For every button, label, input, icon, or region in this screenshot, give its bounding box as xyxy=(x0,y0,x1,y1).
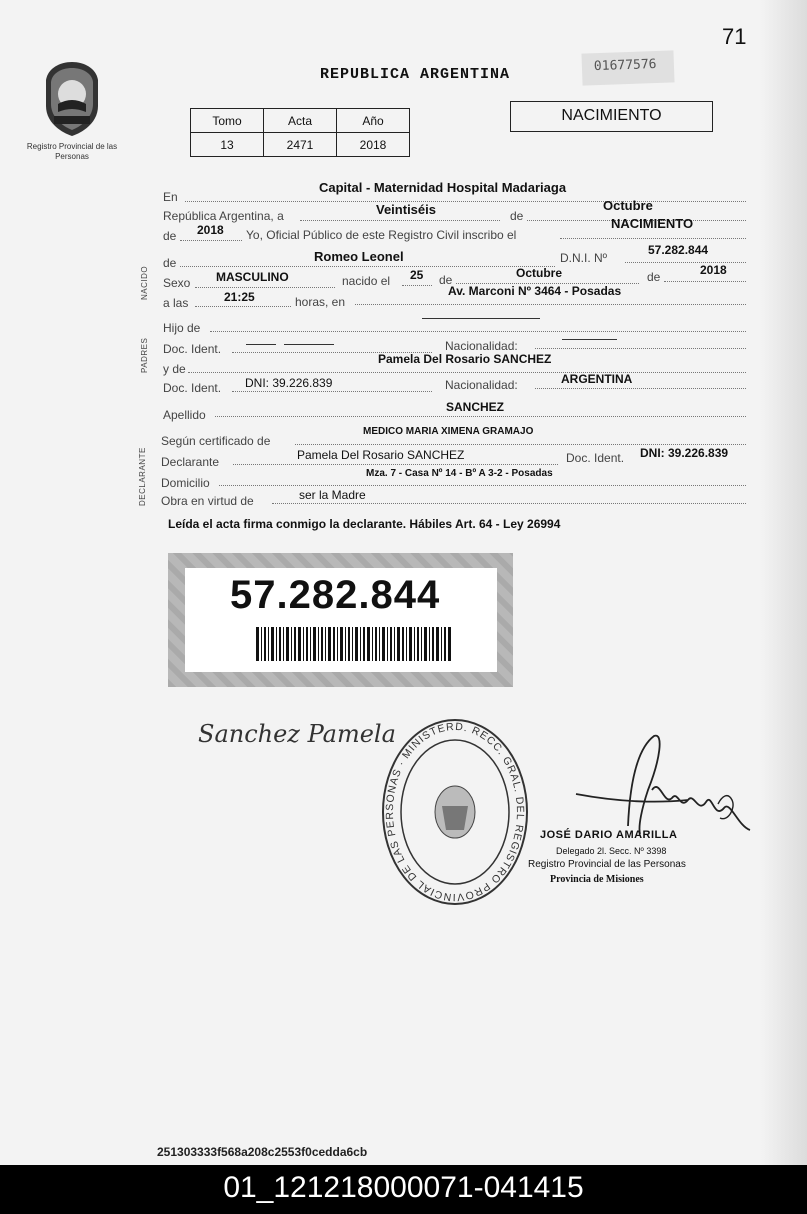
label-nacionalidad-1: Nacionalidad: xyxy=(445,339,518,353)
dotted-line xyxy=(535,388,746,389)
dotted-line xyxy=(625,262,746,263)
label-de-anio: de xyxy=(163,229,177,243)
value-tipo: NACIMIENTO xyxy=(611,216,694,231)
dotted-line xyxy=(402,285,432,286)
official-province: Provincia de Misiones xyxy=(550,874,644,885)
dotted-line xyxy=(560,238,746,239)
blank-dash xyxy=(284,344,334,345)
record-type-box: NACIMIENTO xyxy=(510,101,713,132)
dotted-line xyxy=(210,331,746,332)
value-mes: Octubre xyxy=(603,198,653,213)
official-seal xyxy=(380,718,530,913)
dotted-line xyxy=(300,220,500,221)
blank-dash xyxy=(562,339,617,340)
record-table xyxy=(190,108,410,157)
serial-stamp: 01677576 xyxy=(581,50,674,85)
official-name: JOSÉ DARIO AMARILLA xyxy=(540,829,678,841)
dotted-line xyxy=(188,372,746,373)
label-segun-certificado: Según certificado de xyxy=(161,434,271,448)
label-apellido: Apellido xyxy=(163,408,206,422)
label-sexo: Sexo xyxy=(163,276,191,290)
dotted-line xyxy=(195,287,335,288)
seal-text: D. RECC. GRAL. DEL REGISTRO PROVINCIAL DE LAS PERSONAS · MINISTER xyxy=(383,720,527,904)
official-role: Delegado 2l. Secc. Nº 3398 xyxy=(556,846,667,856)
side-label-nacido: NACIDO xyxy=(140,265,149,300)
value-doc-declarante: DNI: 39.226.839 xyxy=(640,446,729,460)
label-nacionalidad-2: Nacionalidad: xyxy=(445,378,518,392)
dotted-line xyxy=(219,485,746,486)
value-hora: 21:25 xyxy=(224,290,255,304)
label-en: En xyxy=(163,190,178,204)
value-nombre: Romeo Leonel xyxy=(314,249,404,264)
label-de-anio2: de xyxy=(647,270,661,284)
value-dni: 57.282.844 xyxy=(648,243,709,257)
label-nacido-el: nacido el xyxy=(342,274,391,288)
dotted-line xyxy=(215,416,746,417)
value-apellido: SANCHEZ xyxy=(446,400,505,414)
value-madre: Pamela Del Rosario SANCHEZ xyxy=(378,352,552,366)
value-obra: ser la Madre xyxy=(299,488,366,502)
label-de-nombre: de xyxy=(163,256,177,270)
value-nacionalidad-madre: ARGENTINA xyxy=(561,372,633,386)
dotted-line xyxy=(233,464,558,465)
document-hash: 251303333f568a208c2553f0cedda6cb xyxy=(157,1145,368,1159)
dotted-line xyxy=(195,306,291,307)
value-sexo: MASCULINO xyxy=(216,270,289,284)
logo-caption: Registro Provincial de las Personas xyxy=(26,142,118,161)
closing-statement: Leída el acta firma conmigo la declarante. Hábiles Art. 64 - Ley 26994 xyxy=(168,517,561,531)
side-label-declarante: DECLARANTE xyxy=(138,447,147,506)
dotted-line xyxy=(185,201,746,202)
label-doc-ident-1: Doc. Ident. xyxy=(163,342,222,356)
header-tomo: Tomo xyxy=(191,109,264,133)
dotted-line xyxy=(355,304,746,305)
header-anio: Año xyxy=(337,109,410,133)
declarant-signature: Sanchez Pamela xyxy=(198,720,396,748)
value-domicilio: Mza. 7 - Casa Nº 14 - Bº A 3-2 - Posadas xyxy=(366,468,553,479)
label-domicilio: Domicilio xyxy=(161,476,210,490)
page-number: 71 xyxy=(722,24,747,49)
side-label-padres: PADRES xyxy=(140,337,149,373)
label-obra: Obra en virtud de xyxy=(161,494,254,508)
value-direccion: Av. Marconi Nº 3464 - Posadas xyxy=(448,284,622,298)
value-lugar: Capital - Maternidad Hospital Madariaga xyxy=(319,180,567,195)
label-republica: República Argentina, a xyxy=(163,209,284,223)
label-hijo-de: Hijo de xyxy=(163,321,201,335)
label-doc-ident-3: Doc. Ident. xyxy=(566,451,625,465)
document-title: REPUBLICA ARGENTINA xyxy=(320,66,511,83)
dni-label-number: 57.282.844 xyxy=(230,573,441,617)
value-dia-texto: Veintiséis xyxy=(376,202,436,217)
value-acta: 2471 xyxy=(264,133,337,157)
dotted-line xyxy=(232,391,432,392)
label-a-las: a las xyxy=(163,296,189,310)
blank-dash xyxy=(246,344,276,345)
label-doc-ident-2: Doc. Ident. xyxy=(163,381,222,395)
value-anio: 2018 xyxy=(197,223,224,237)
provincial-coat-of-arms-logo xyxy=(40,60,104,138)
official-signature xyxy=(568,730,758,845)
value-anio-nac: 2018 xyxy=(700,263,727,277)
dotted-line xyxy=(180,240,242,241)
header-acta: Acta xyxy=(264,109,337,133)
dotted-line xyxy=(295,444,746,445)
value-mes-nac: Octubre xyxy=(516,266,563,280)
dotted-line xyxy=(272,503,746,504)
dotted-line xyxy=(664,281,746,282)
value-certificado: MEDICO MARIA XIMENA GRAMAJO xyxy=(363,426,534,437)
barcode xyxy=(256,627,452,666)
value-dia: 25 xyxy=(410,268,424,282)
page-edge xyxy=(761,0,807,1165)
label-yo-oficial: Yo, Oficial Público de este Registro Civil inscribo el xyxy=(246,228,517,242)
value-tomo: 13 xyxy=(191,133,264,157)
footer-file-id: 01_121218000071-041415 xyxy=(0,1165,807,1214)
blank-dash xyxy=(422,318,540,319)
value-declarante: Pamela Del Rosario SANCHEZ xyxy=(297,448,465,462)
label-dni: D.N.I. Nº xyxy=(560,251,608,265)
label-de-dia: de xyxy=(439,273,453,287)
label-de-mes: de xyxy=(510,209,524,223)
label-declarante: Declarante xyxy=(161,455,220,469)
label-horas-en: horas, en xyxy=(295,295,346,309)
dotted-line xyxy=(535,348,746,349)
official-office: Registro Provincial de las Personas xyxy=(528,859,686,870)
dotted-line xyxy=(180,266,555,267)
label-y-de: y de xyxy=(163,362,186,376)
value-anio: 2018 xyxy=(337,133,410,157)
value-doc-madre: DNI: 39.226.839 xyxy=(245,376,333,390)
